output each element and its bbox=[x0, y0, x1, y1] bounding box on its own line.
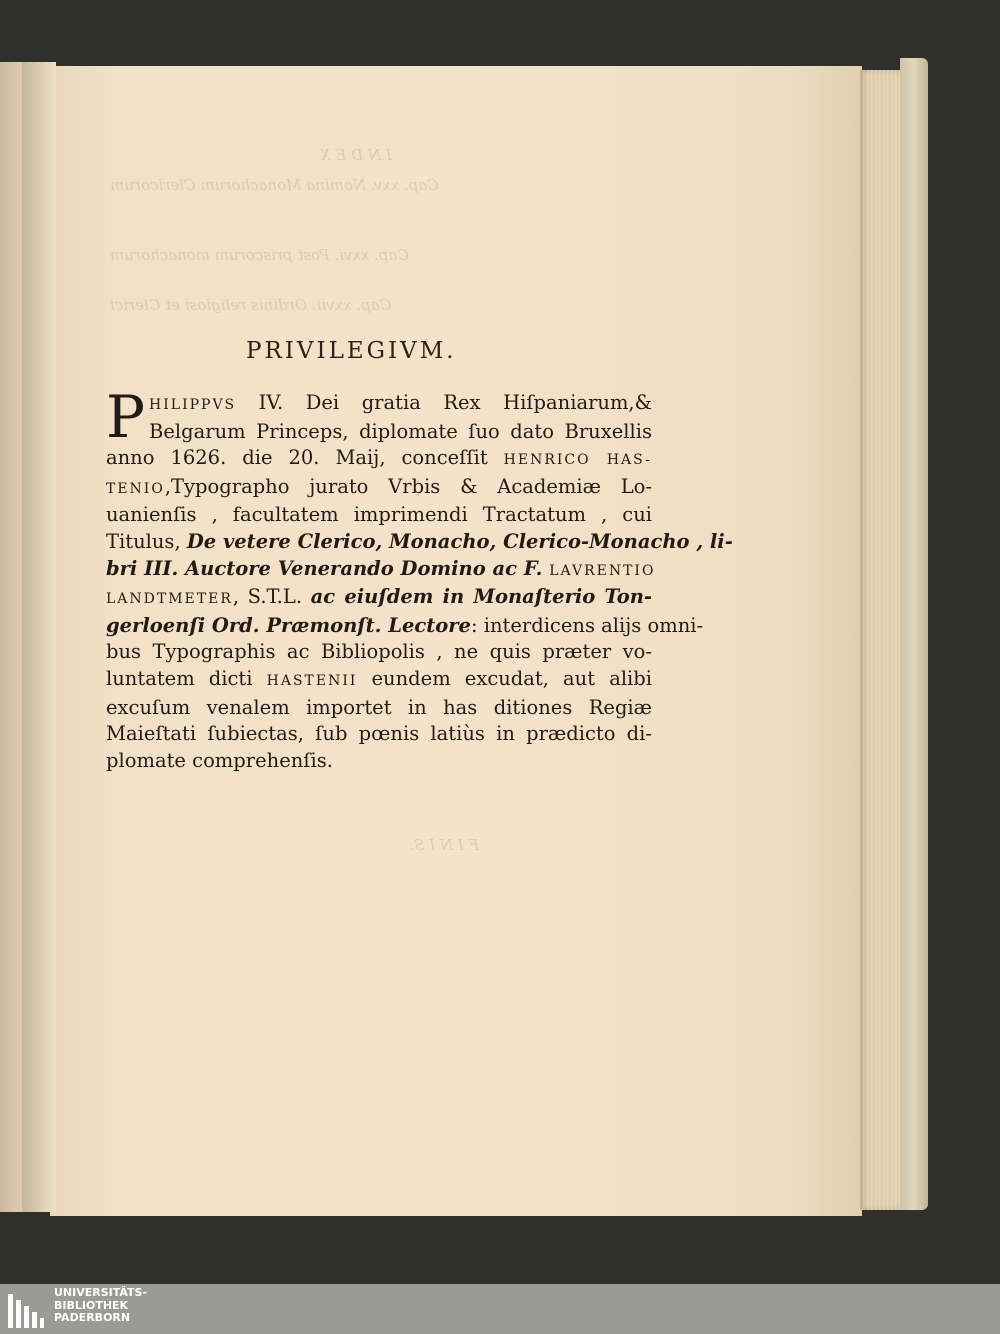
text-segment: HASTENII bbox=[266, 672, 358, 689]
gutter-shadow bbox=[22, 62, 56, 1212]
text-line bbox=[106, 529, 733, 556]
text-line bbox=[106, 748, 652, 775]
show-through-ghost-text: Cap. xxv. Nomina Monachorum Clericorum bbox=[110, 176, 439, 194]
text-segment: : interdicens alijs omni- bbox=[470, 613, 704, 637]
library-name-line-3: PADERBORN bbox=[54, 1311, 131, 1324]
show-through-ghost-text: F I N I S. bbox=[410, 836, 479, 854]
text-segment: ,Typographo jurato Vrbis & Academiæ Lo- bbox=[164, 474, 652, 498]
text-segment: Belgarum Princeps, diplomate ſuo dato Bruxellis bbox=[149, 419, 652, 443]
library-logo-icon bbox=[6, 1290, 46, 1330]
text-line bbox=[106, 584, 652, 613]
text-segment: bus Typographis ac Bibliopolis , ne quis præter vo- bbox=[106, 640, 652, 664]
text-line bbox=[106, 556, 656, 585]
text-lines bbox=[106, 383, 733, 774]
text-line bbox=[106, 639, 652, 666]
privilege-text-block bbox=[106, 383, 733, 774]
text-segment: excuſum venalem importet in has ditiones Regiæ bbox=[106, 695, 652, 719]
page-heading: PRIVILEGIVM. bbox=[246, 338, 457, 364]
text-segment: Maieſtati ſubiectas, ſub pœnis latiùs in prædicto di- bbox=[106, 722, 652, 746]
text-line bbox=[106, 695, 652, 722]
show-through-ghost-text: I N D E X bbox=[320, 146, 392, 164]
book-cover-edge bbox=[900, 58, 928, 1210]
text-line bbox=[106, 502, 652, 529]
text-line bbox=[106, 390, 652, 419]
show-through-ghost-text: Cap. xxvii. Ordinis religiosi et Clerici bbox=[110, 296, 392, 314]
text-segment: gerloenſi Ord. Præmonſt. Lectore bbox=[106, 613, 471, 637]
text-segment: bri III. Auctore Venerando Domino ac F. bbox=[106, 556, 550, 580]
text-segment: TENIO bbox=[106, 480, 165, 497]
text-segment: LANDTMETER bbox=[106, 591, 233, 608]
text-segment: ac eiuſdem in Monaſterio Ton- bbox=[310, 585, 653, 609]
library-footer-bar bbox=[0, 1284, 1000, 1334]
library-name-line-1: UNIVERSITÄTS- bbox=[54, 1286, 148, 1299]
text-line bbox=[106, 666, 652, 695]
page-block-edge bbox=[860, 70, 902, 1210]
show-through-ghost-text: Cap. xxvi. Post priscorum monachorum bbox=[110, 246, 409, 264]
text-segment: luntatem dicti bbox=[106, 666, 267, 690]
text-segment: Titulus, bbox=[106, 529, 187, 553]
text-line bbox=[106, 474, 652, 503]
text-segment: HILIPPVS bbox=[149, 397, 237, 413]
library-name-line-2: BIBLIOTHEK bbox=[54, 1298, 129, 1312]
text-line bbox=[106, 419, 652, 446]
text-segment: LAVRENTIO bbox=[549, 562, 656, 579]
text-segment: IV. Dei gratia Rex Hiſpaniarum,& bbox=[236, 391, 652, 414]
text-line bbox=[106, 613, 704, 640]
text-segment: anno 1626. die 20. Maij, conceſſit bbox=[106, 446, 504, 470]
text-segment: , S.T.L. bbox=[232, 585, 311, 609]
text-segment: De vetere Clerico, Monacho, Clerico-Monacho , li- bbox=[186, 529, 733, 553]
library-name bbox=[54, 1287, 147, 1325]
drop-cap-letter: P bbox=[106, 383, 146, 451]
text-segment: HENRICO HAS- bbox=[503, 452, 652, 469]
text-segment: uanienſis , facultatem imprimendi Tractatum , cui bbox=[106, 503, 652, 527]
text-line bbox=[106, 721, 652, 748]
text-segment: plomate comprehenſis. bbox=[106, 748, 333, 772]
text-line bbox=[106, 445, 652, 474]
text-segment: eundem excudat, aut alibi bbox=[357, 666, 653, 690]
